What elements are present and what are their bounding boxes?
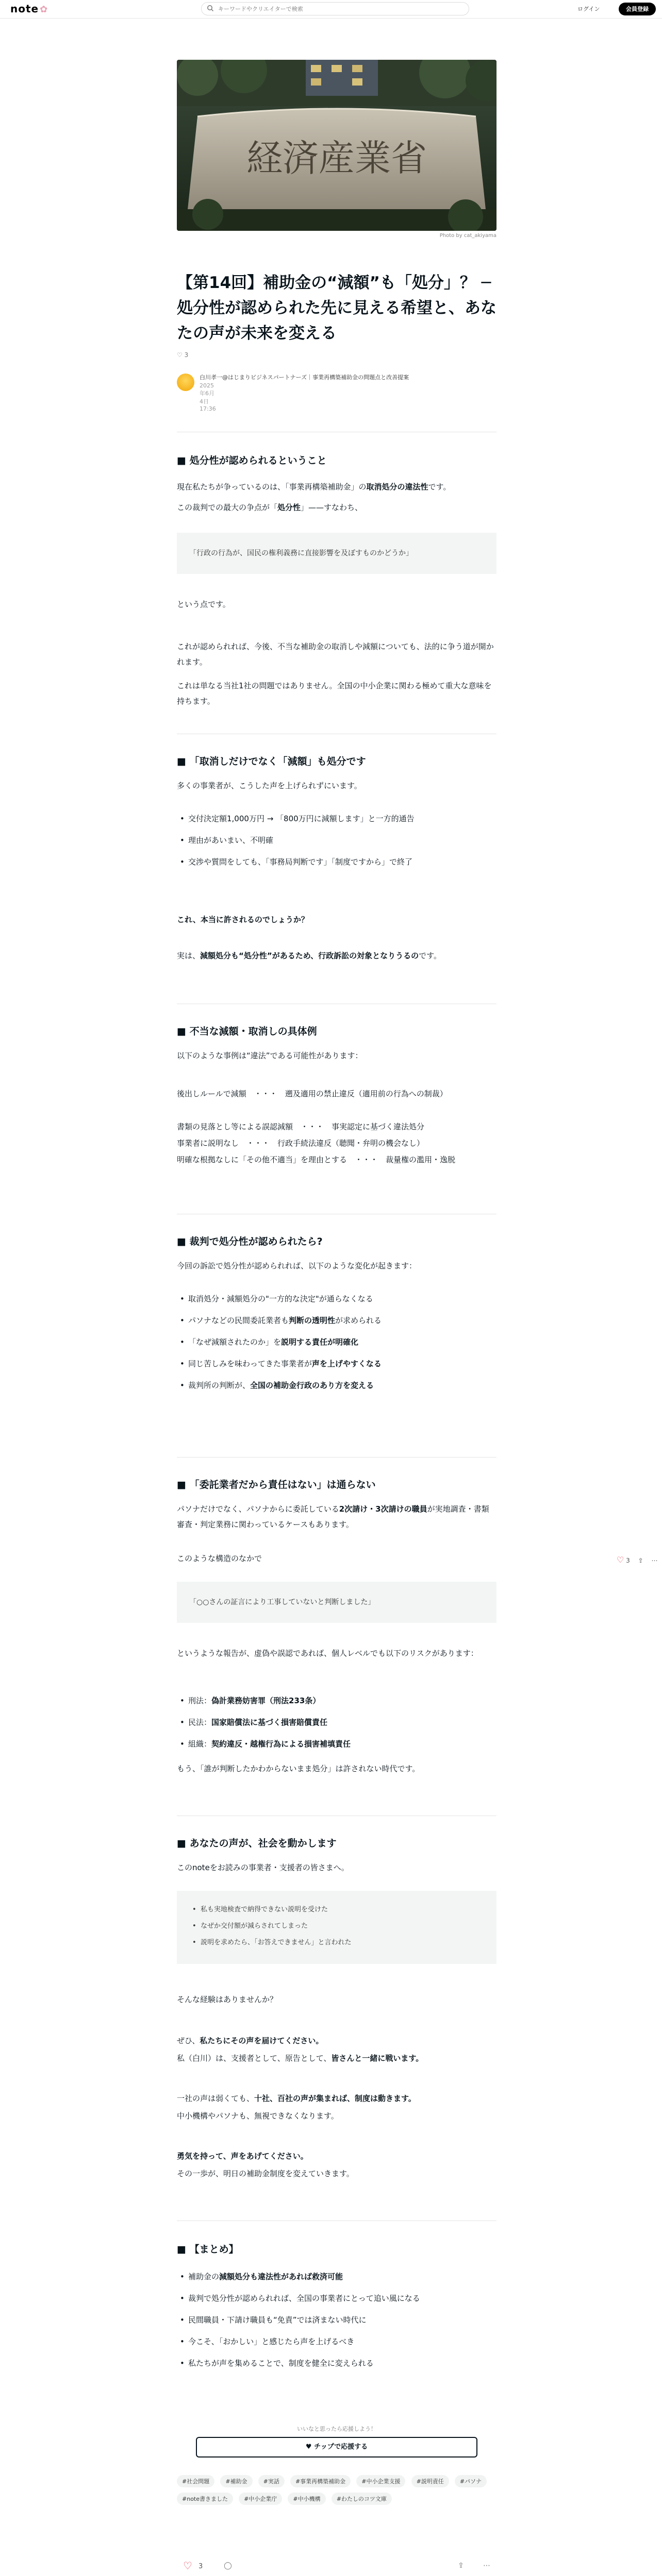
paragraph: このnoteをお読みの事業者・支援者の皆さまへ。 bbox=[177, 1863, 349, 1872]
paragraph: 一社の声は弱くても、十社、百社の声が集まれば、制度は動きます。 bbox=[177, 2094, 416, 2103]
more-icon[interactable]: ⋯ bbox=[651, 1557, 658, 1564]
publish-date: 2025年6月4日 17:36 bbox=[200, 382, 216, 412]
paragraph: 以下のような事例は“違法”である可能性があります： bbox=[177, 1051, 363, 1060]
summary-heading: ■ 【まとめ】 bbox=[177, 2242, 496, 2257]
share-icon[interactable]: ⇪ bbox=[638, 1557, 643, 1564]
list-item: • 同じ苦しみを味わってきた事業者が声を上げやすくなる bbox=[177, 1356, 496, 1371]
risk-list bbox=[177, 1693, 496, 1758]
paragraph: という点です。 bbox=[177, 600, 230, 609]
list-item: • 説明を求めたら、「お答えできません」と言われた bbox=[189, 1937, 484, 1948]
paragraph: ぜひ、私たちにその声を届けてください。 bbox=[177, 2036, 324, 2045]
summary-list bbox=[177, 2269, 496, 2377]
tip-button[interactable]: ♥ チップで応援する bbox=[196, 2437, 477, 2458]
paragraph: このような構造のなかで bbox=[177, 1554, 262, 1563]
paragraph: これ、本当に許されるのでしょうか？ bbox=[177, 915, 309, 924]
quote-list-block bbox=[177, 1891, 496, 1964]
tag[interactable]: #社会問題 bbox=[177, 2475, 214, 2487]
flower-icon: ✿ bbox=[40, 4, 48, 15]
search-icon bbox=[207, 5, 214, 12]
login-link[interactable]: ログイン bbox=[577, 6, 600, 12]
section-heading: ■ 「取消しだけでなく「減額」も処分です bbox=[177, 754, 496, 769]
like-bar bbox=[177, 2558, 496, 2576]
heart-icon[interactable]: ♡ bbox=[617, 1555, 624, 1565]
paragraph: 現在私たちが争っているのは、「事業再構築補助金」の取消処分の違法性です。 bbox=[177, 482, 451, 492]
tag[interactable]: #事業再構築補助金 bbox=[290, 2475, 351, 2487]
example-line: 書類の見落とし等による誤認減額 ・・・ 事実認定に基づく違法処分 bbox=[177, 1122, 425, 1131]
paragraph: 今回の訴訟で処分性が認められれば、以下のような変化が起きます： bbox=[177, 1261, 417, 1270]
paragraph: これが認められれば、今後、不当な補助金の取消しや減額についても、法的に争う道が開かれます。 bbox=[177, 642, 494, 667]
search-input[interactable] bbox=[218, 4, 460, 13]
paragraph: もう、「誰が判断したかわからないまま処分」は許されない時代です。 bbox=[177, 1764, 420, 1773]
list-item: • 交渉や質問をしても、「事務局判断です」「制度ですから」で終了 bbox=[177, 854, 496, 870]
tag[interactable]: #中小企業支援 bbox=[356, 2475, 405, 2487]
list-item: • なぜか交付額が減らされてしまった bbox=[189, 1921, 484, 1932]
global-header bbox=[0, 0, 662, 19]
heart-outline-icon: ♡ bbox=[177, 351, 183, 359]
share-icon[interactable]: ⇪ bbox=[458, 2562, 464, 2570]
paragraph: これは単なる当社1社の問題ではありません。全国の中小企業に関わる極めて重大な意味を持ちます。 bbox=[177, 681, 492, 706]
quote-block: 「行政の行為が、国民の権利義務に直接影響を及ぼすものかどうか」 bbox=[177, 533, 496, 574]
hero-image bbox=[177, 60, 496, 231]
paragraph: 実は、減額処分も“処分性”があるため、行政訴訟の対象となりうるのです。 bbox=[177, 951, 441, 960]
list-item: • 理由があいまい、不明確 bbox=[177, 833, 496, 848]
bullet-list bbox=[177, 1291, 496, 1399]
paragraph: そんな経験はありませんか？ bbox=[177, 1995, 278, 2004]
list-item: • 民法：国家賠償法に基づく損害賠償責任 bbox=[177, 1715, 496, 1730]
side-like-count: 3 bbox=[626, 1557, 630, 1564]
more-icon[interactable]: ⋯ bbox=[483, 2562, 490, 2570]
list-item: • 刑法：偽計業務妨害罪（刑法233条） bbox=[177, 1693, 496, 1708]
article-title: 【第14回】補助金の“減額”も「処分」？ ─ 処分性が認められた先に見える希望と、あなたの声が未来を変える bbox=[177, 274, 496, 343]
paragraph: 勇気を持って、声をあげてください。 bbox=[177, 2151, 308, 2161]
paragraph: 多くの事業者が、こうした声を上げられずにいます。 bbox=[177, 781, 362, 790]
list-item: • 裁判所の判断が、全国の補助金行政のあり方を変える bbox=[177, 1378, 496, 1393]
section-heading: ■ 処分性が認められるということ bbox=[177, 453, 496, 468]
author-avatar[interactable] bbox=[177, 374, 194, 391]
example-line: 明確な根拠なしに「その他不適当」を理由とする ・・・ 裁量権の濫用・逸脱 bbox=[177, 1155, 456, 1164]
list-item: • 今こそ、「おかしい」と感じたら声を上げるべき bbox=[177, 2334, 496, 2349]
section-heading: ■ 不当な減額・取消しの具体例 bbox=[177, 1024, 496, 1039]
side-actions bbox=[617, 1555, 658, 1565]
signup-button[interactable]: 会員登録 bbox=[619, 3, 656, 15]
tag[interactable]: #補助金 bbox=[220, 2475, 252, 2487]
list-item: • 民間職員・下請け職員も“免責”では済まない時代に bbox=[177, 2312, 496, 2328]
coin-icon: ♥ bbox=[305, 2443, 315, 2451]
list-item: • 交付決定額1,000万円 → 「800万円に減額します」と一方的通告 bbox=[177, 811, 496, 826]
note-logo[interactable]: note ✿ bbox=[10, 3, 48, 15]
tag[interactable]: #わたしのコツ文庫 bbox=[332, 2493, 392, 2505]
paragraph: 中小機構やパソナも、無視できなくなります。 bbox=[177, 2111, 339, 2121]
paragraph: 私（白川）は、支援者として、原告として、皆さんと一緒に戦います。 bbox=[177, 2054, 424, 2063]
tag-list bbox=[177, 2475, 496, 2510]
list-item: • 私も実地検査で納得できない説明を受けた bbox=[189, 1904, 484, 1916]
tag[interactable]: #説明責任 bbox=[411, 2475, 449, 2487]
quote-block: 「○○さんの証言により工事していないと判断しました」 bbox=[177, 1582, 496, 1623]
divider bbox=[177, 1457, 496, 1458]
tag[interactable]: #中小機構 bbox=[288, 2493, 325, 2505]
search-box[interactable] bbox=[201, 2, 469, 15]
bullet-list bbox=[177, 811, 496, 876]
section-heading: ■ 裁判で処分性が認められたら? bbox=[177, 1234, 496, 1249]
list-item: • パソナなどの民間委託業者も判断の透明性が求められる bbox=[177, 1313, 496, 1328]
example-line: 後出しルールで減額 ・・・ 遡及適用の禁止違反（適用前の行為への制裁） bbox=[177, 1089, 448, 1098]
list-item: • 補助金の減額処分も違法性があれば救済可能 bbox=[177, 2269, 496, 2284]
paragraph: その一歩が、明日の補助金制度を変えていきます。 bbox=[177, 2169, 354, 2178]
photo-credit: Photo by cat_akiyama bbox=[439, 233, 496, 239]
section-heading: ■ 「委託業者だから責任はない」は通らない bbox=[177, 1478, 496, 1492]
likes-top[interactable]: ♡ 3 bbox=[177, 351, 189, 359]
paragraph: パソナだけでなく、パソナからに委託している2次請け・3次請けの職員が実地調査・書類審査・判定業務に関わっているケースもあります。 bbox=[177, 1504, 489, 1529]
support-text: いいなと思ったら応援しよう！ bbox=[297, 2426, 376, 2432]
like-count: 3 bbox=[198, 2563, 203, 2570]
list-item: • 私たちが声を集めることで、制度を健全に変えられる bbox=[177, 2355, 496, 2371]
comment-icon[interactable]: ◯ bbox=[224, 2562, 232, 2570]
list-item: • 取消処分・減額処分の"一方的な決定"が通らなくなる bbox=[177, 1291, 496, 1307]
tag[interactable]: #実話 bbox=[258, 2475, 285, 2487]
like-heart-icon[interactable]: ♡ bbox=[183, 2560, 192, 2572]
example-line: 事業者に説明なし ・・・ 行政手続法違反（聴聞・弁明の機会なし） bbox=[177, 1139, 425, 1148]
svg-text:経済産業省: 経済産業省 bbox=[246, 137, 427, 179]
list-item: • 組織：契約違反・越権行為による損害補填責任 bbox=[177, 1736, 496, 1752]
list-item: • 裁判で処分性が認められれば、全国の事業者にとって追い風になる bbox=[177, 2291, 496, 2306]
author-name[interactable]: 白川孝一@はじまりビジネスパートナーズ｜事業再構築補助金の問題点と改善提案 bbox=[200, 374, 409, 381]
tag[interactable]: #note書きました bbox=[177, 2493, 233, 2505]
list-item: • 「なぜ減額されたのか」を説明する責任が明確化 bbox=[177, 1334, 496, 1350]
paragraph: というような報告が、虚偽や誤認であれば、個人レベルでも以下のリスクがあります： bbox=[177, 1649, 478, 1658]
paragraph: この裁判での最大の争点が「処分性」——すなわち、 bbox=[177, 503, 363, 512]
section-heading: ■ あなたの声が、社会を動かします bbox=[177, 1836, 496, 1851]
tag[interactable]: #パソナ bbox=[455, 2475, 487, 2487]
tag[interactable]: #中小企業庁 bbox=[239, 2493, 282, 2505]
